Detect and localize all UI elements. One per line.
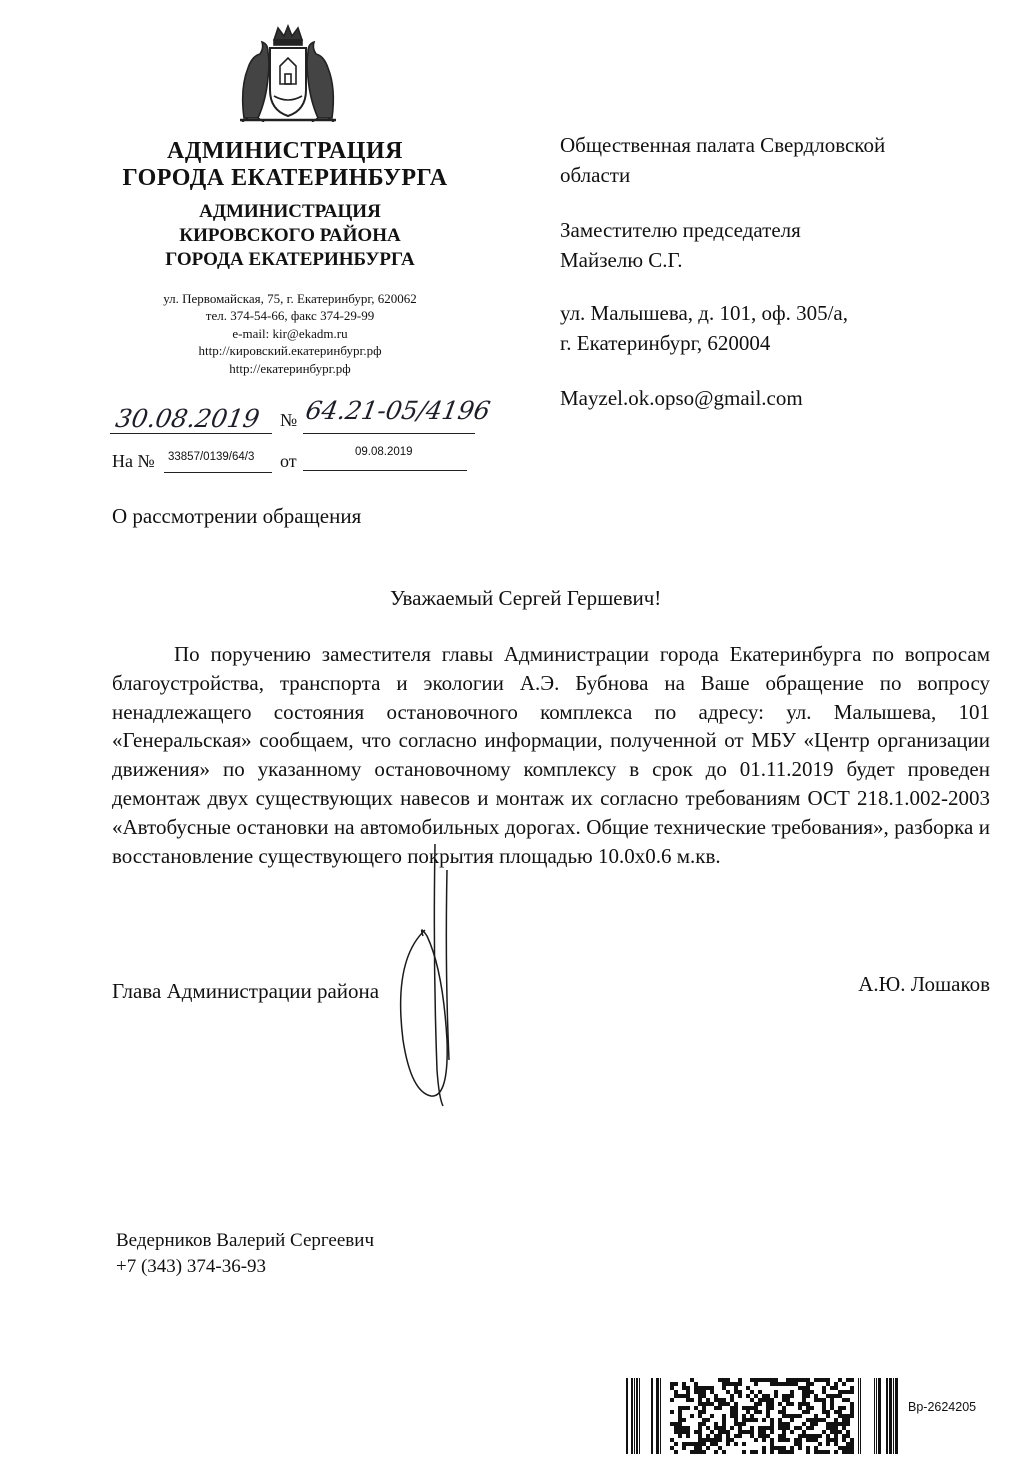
sender-org-line2: ГОРОДА ЕКАТЕРИНБУРГА (122, 165, 448, 191)
letter-body (112, 640, 990, 870)
addressee-line1: Общественная палата Свердловской (560, 133, 886, 157)
sender-email: e-mail: kir@ekadm.ru (232, 326, 348, 341)
barcode-image (626, 1378, 898, 1454)
registration-number: 64.21-05/4196 (303, 396, 493, 425)
sender-phone: тел. 374-54-66, факс 374-29-99 (205, 308, 375, 323)
executor-name: Ведерников Валерий Сергеевич (116, 1230, 374, 1251)
addressee-line3: Заместителю председателя (560, 218, 801, 242)
addressee-line2: области (560, 163, 631, 187)
sender-org-line1: АДМИНИСТРАЦИЯ (167, 138, 403, 164)
signer-name: А.Ю. Лошаков (858, 972, 990, 996)
sender-site1: http://кировский.екатеринбург.рф (198, 343, 382, 358)
date-underline (110, 433, 272, 434)
addressee-line5: ул. Малышева, д. 101, оф. 305/а, (560, 301, 848, 325)
handwritten-signature (385, 840, 495, 1110)
reply-label: На № (112, 451, 155, 471)
reply-date: 09.08.2019 (355, 446, 413, 458)
sender-suborg-line1: АДМИНИСТРАЦИЯ (199, 201, 381, 222)
coat-of-arms-emblem (234, 18, 342, 122)
sender-site2: http://екатеринбург.рф (229, 361, 351, 376)
number-label: № (280, 410, 298, 430)
letter-greeting: Уважаемый Сергей Гершевич! (390, 586, 662, 610)
reply-number: 33857/0139/64/3 (168, 451, 255, 463)
sender-address: ул. Первомайская, 75, г. Екатеринбург, 620062 (163, 291, 417, 306)
executor-phone: +7 (343) 374-36-93 (116, 1256, 267, 1277)
sender-suborg-line3: ГОРОДА ЕКАТЕРИНБУРГА (165, 249, 415, 270)
letter-body-paragraph: По поручению заместителя главы Администрации города Екатеринбурга по вопросам благоустройства, транспорта и экологии А.Э. Бубнова на Ваше обращение по вопросу ненадлежащего состояния остановочного комплекса по адресу: ул. Малышева, 101 «Генеральская» сообщаем, что согласно информации, полученной от МБУ «Центр организации движения» по указанному остановочному комплексу в срок до 01.11.2019 будет проведен демонтаж двух существующих навесов и монтаж их согласно требованиям ОСТ 218.1.002-2003 «Автобусные остановки на автомобильных дорогах. Общие технические требования», разборка и восстановление существующего покрытия площадью 10.0х0.6 м.кв. (112, 642, 990, 868)
addressee-line6: г. Екатеринбург, 620004 (560, 331, 771, 355)
from-label: от (280, 451, 297, 471)
signer-position: Глава Администрации района (112, 979, 380, 1003)
reply-date-underline (303, 470, 467, 471)
addressee-line4: Майзелю С.Г. (560, 248, 683, 272)
registration-date: 30.08.2019 (113, 404, 262, 433)
reply-number-underline (164, 472, 272, 473)
sender-suborg-line2: КИРОВСКОГО РАЙОНА (179, 225, 401, 246)
letter-subject: О рассмотрении обращения (112, 504, 362, 528)
addressee-email: Mayzel.ok.opso@gmail.com (560, 386, 803, 410)
barcode-code: Вр-2624205 (908, 1400, 977, 1414)
number-underline (303, 433, 475, 434)
executor-block (116, 1228, 374, 1280)
